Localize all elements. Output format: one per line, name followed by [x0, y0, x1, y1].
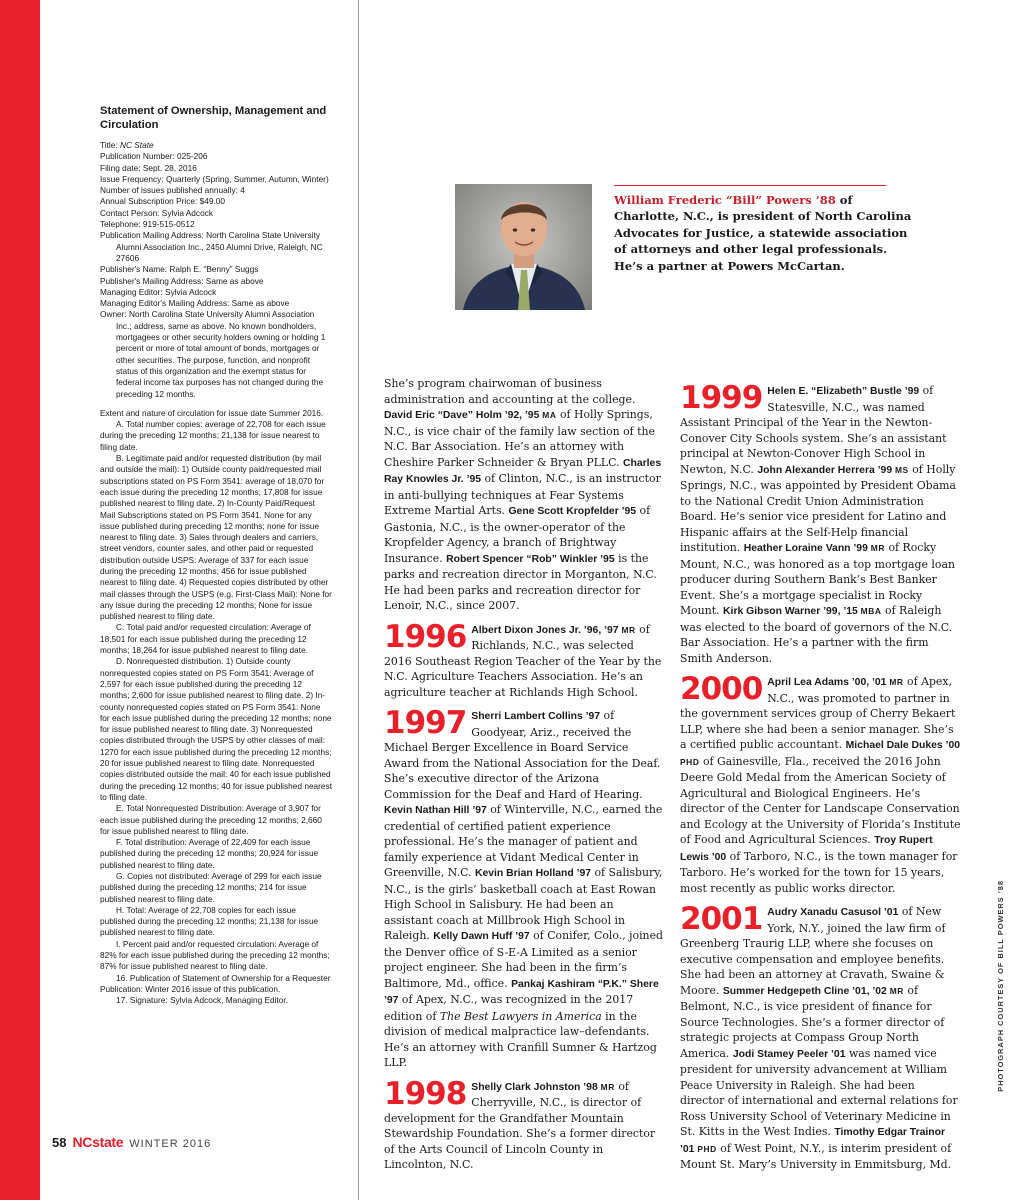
statement-line: Managing Editor's Mailing Address: Same as above — [100, 298, 290, 309]
statement-line: Contact Person: Sylvia Adcock — [100, 207, 213, 218]
class-note: 2000 April Lea Adams ’00, ’01 MR of Apex, N.C., was promoted to partner in the government services group of Cherry Bekaert LLP, where she had been a senior manager. She’s a certified public accountant. Michael Dale Dukes ’00 PHD of Gainesville, Fla., received the 2016 John Deere Gold Medal from the American Society of Agricultural and Biological Engineers. He’s director of the Center for Landscape Conservation and Ecology at the University of Florida’s Institute of Food and Agricultural Sciences. Troy Rupert Lewis ’00 of Tarboro, N.C., is the town manager for Tarboro. He’s worked for the town for 15 years, most recently as public works director. — [680, 671, 961, 895]
photo-credit: PHOTOGRAPH COURTESY OF BILL POWERS ’88 — [996, 880, 1005, 1092]
caption-rule — [614, 185, 886, 186]
statement-line: Managing Editor: Sylvia Adcock — [100, 286, 217, 297]
photo-caption: William Frederic “Bill” Powers ’88 of Charlotte, N.C., is president of North Carolina Advocates for Justice, a statewide association of attorneys and other legal professionals. He’s a partner at Powers McCartan. — [614, 193, 912, 273]
circulation-item: A. Total number copies: average of 22,708 for each issue during the preceding 12 months; 21,138 for issue nearest to filing date. — [100, 419, 326, 452]
statement-of-ownership — [100, 104, 332, 1007]
class-note: 1996 Albert Dixon Jones Jr. ’96, ’97 MR of Richlands, N.C., was selected 2016 Southeast Region Teacher of the Year by the N.C. Agriculture Teachers Association. He’s an agriculture teacher at Richlands High School. — [384, 618, 662, 699]
circulation-item: 17. Signature: Sylvia Adcock, Managing Editor. — [116, 995, 289, 1006]
statement-line: Telephone: 919-515-0512 — [100, 219, 195, 230]
year-1996: 1996 — [384, 618, 467, 655]
circulation-item: C. Total paid and/or requested circulation: Average of 18,501 for each issue published during the preceding 12 months; 18,264 for issue published nearest to filing date. — [100, 622, 311, 656]
statement-line: Publisher's Mailing Address: Same as above — [100, 275, 264, 286]
year-1997: 1997 — [384, 705, 467, 741]
issue-label: WINTER 2016 — [129, 1138, 212, 1150]
statement-line: Filing date: Sept. 28, 2016 — [100, 162, 197, 173]
circulation-item: B. Legitimate paid and/or requested distribution (by mail and outside the mail): 1) Outside county paid/requested mail subscriptions stated on PS Form 3541: average of 18,070 for each issue during the preceding 12 months; 17,808 for issue published nearest to filing date. 2) In-County Paid/Request Mail Subscriptions stated on PS Form 3541. None for any issue published during preceding 12 months; none for issue nearest to filing date. 3) Sales through dealers and carriers, street vendors, counter sales, and other paid or requested distribution outside USPS: Average of 337 for each issue during the preceding 12 months; 456 for issue published nearest to filing date. 4) Requested copies distributed by other mail classes through the USPS (e.g. First-Class Mail): None for any issue during the preceding 12 months; None for issue published nearest to filing date. — [100, 453, 332, 622]
circulation-item: 16. Publication of Statement of Ownership for a Requester Publication: Winter 2016 issue of this publication. — [100, 972, 331, 994]
year-2000: 2000 — [680, 671, 763, 707]
statement-line: Issue Frequency: Quarterly (Spring, Summer, Autumn, Winter) — [100, 173, 329, 184]
circulation-item: H. Total: Average of 22,708 copies for each issue published during the preceding 12 months; 21,138 for issue published nearest to filing date. — [100, 904, 319, 938]
column-divider — [358, 0, 359, 1200]
statement-line: Publication Mailing Address: North Carolina State University Alumni Association Inc., 2450 Alumni Drive, Raleigh, NC 27606 — [100, 230, 323, 263]
ncstate-logo: NCstate — [72, 1134, 124, 1150]
circulation-item: D. Nonrequested distribution. 1) Outside county nonrequested copies stated on PS Form 3541: Average of 2,597 for each issue published during the preceding 12 months; 2,600 for issue published nearest to filing date. 2) In-county nonrequested copies stated on PS Form 3541: None for each issue published during the preceding 12 months; none for issue published nearest to filing date. 3) Nonrequested copies distributed through the USPS by other classes of mail: 1270 for each issue published during the preceding 12 months; 20 for issue published nearest to filing date. Nonrequested copies distributed outside the mail: 40 for each issue published during the preceding 12 months; 40 for issue published nearest to filing date. — [100, 656, 333, 802]
statement-title: Statement of Ownership, Management and Circulation — [100, 105, 327, 131]
portrait-photo — [455, 184, 592, 310]
circulation-item: I. Percent paid and/or requested circulation: Average of 82% for each issue published during the preceding 12 months; 87% for issue published nearest to filing date. — [100, 938, 330, 972]
class-note: 1999 Helen E. “Elizabeth” Bustle ’99 of Statesville, N.C., was named Assistant Principal of the Year in the Newton-Conover City Schools system. She’s an assistant principal at Newton-Conover High School in Newton, N.C. John Alexander Herrera ’99 MS of Holly Springs, N.C., was appointed by President Obama to the National Credit Union Administration Board. He’s senior vice president for Latino and Hispanic affairs at the Self-Help financial institution. Heather Loraine Vann ’99 MR of Rocky Mount, N.C., was honored as a top mortgage loan producer during Southern Bank’s Best Banker Event. She’s a mortgage specialist in Rocky Mount. Kirk Gibson Warner ’99, ’15 MBA of Raleigh was elected to the board of governors of the N.C. Bar Association. He’s a partner with the firm Smith Anderson. — [680, 380, 956, 665]
statement-line: Owner: North Carolina State University Alumni Association Inc.; address, same as above. No known bondholders, mortgagees or other security holders owning or holding 1 percent or more of total amount of bonds, mortgages or other securities. The purpose, function, and nonprofit status of this organization and the exempt status for federal income tax purposes has not changed during the preceding 12 months. — [100, 309, 326, 399]
page-footer — [52, 1134, 211, 1152]
extent-heading: Extent and nature of circulation for issue date Summer 2016. — [100, 407, 324, 418]
class-notes-column-2 — [680, 380, 962, 1173]
year-2001: 2001 — [680, 901, 763, 937]
statement-line: Publication Number: 025-206 — [100, 151, 208, 162]
class-note: 2001 Audry Xanadu Casusol ’01 of New York, N.Y., joined the law firm of Greenberg Traurig LLP, where she focuses on executive compensation and employee benefits. She had been an attorney at Cravath, Swaine & Moore. Summer Hedgepeth Cline ’01, ’02 MR of Belmont, N.C., is vice president of finance for Source Technologies. She’s a former director of strategic projects at Compass Group North America. Jodi Stamey Peeler ’01 was named vice president for university advancement at William Peace University in Raleigh. She had been director of international and external relations for Ross University School of Veterinary Medicine in St. Kitts in the West Indies. Timothy Edgar Trainor ’01 PHD of West Point, N.Y., is interim president of Mount St. Mary’s University in Emmitsburg, Md. — [680, 901, 958, 1171]
class-note: 1998 Shelly Clark Johnston ’98 MR of Cherryville, N.C., is director of development for the Grandfather Mountain Stewardship Foundation. She’s a former director of the Arts Council of Lincoln County in Lincolnton, N.C. — [384, 1075, 656, 1171]
class-note: 1997 Sherri Lambert Collins ’97 of Goodyear, Ariz., received the Michael Berger Excellence in Board Service Award from the National Association for the Deaf. She’s executive director of the Arizona Commission for the Deaf and Hard of Hearing. Kevin Nathan Hill ’97 of Winterville, N.C., earned the credential of certified patient experience professional. He’s the manager of patient and family experience at Vidant Medical Center in Greenville, N.C. Kevin Brian Holland ’97 of Salisbury, N.C., is the girls’ basketball coach at East Rowan High School in Salisbury. He had been an assistant coach at Millbrook High School in Raleigh. Kelly Dawn Huff ’97 of Conifer, Colo., joined the Denver office of S-E-A Limited as a senior project engineer. She had been in the firm’s Baltimore, Md., office. Pankaj Kashiram “P.K.” Shere ’97 of Apex, N.C., was recognized in the 2017 edition of The Best Lawyers in America in the division of medical malpractice law–defendants. He’s an attorney with Cranfill Sumner & Hartzog LLP. — [384, 705, 663, 1069]
class-note: She’s program chairwoman of business administration and accounting at the college. David Eric “Dave” Holm ’92, ’95 MA of Holly Springs, N.C., is vice chair of the family law section of the N.C. Bar Association. He’s an attorney with Cheshire Parker Schneider & Bryan PLLC. Charles Ray Knowles Jr. ’95 of Clinton, N.C., is an instructor in anti-bullying techniques at Fear Systems Extreme Martial Arts. Gene Scott Kropfelder ’95 of Gastonia, N.C., is the owner-operator of the Kropfelder Agency, a branch of Brightway Insurance. Robert Spencer “Rob” Winkler ’95 is the parks and recreation director in Morganton, N.C. He had been parks and recreation director for Lenoir, N.C., since 2007. — [384, 377, 662, 612]
year-1999: 1999 — [680, 380, 763, 416]
statement-title-line: Title: NC State — [100, 140, 154, 150]
statement-line: Annual Subscription Price: $49.00 — [100, 196, 225, 207]
circulation-item: E. Total Nonrequested Distribution: Average of 3,907 for each issue published during the preceding 12 months; 2,660 for issue published nearest to filing date. — [100, 803, 322, 836]
circulation-item: F. Total distribution: Average of 22,409 for each issue published during the preceding 12 months; 20,924 for issue published nearest to filing date. — [100, 837, 319, 870]
caption-name: William Frederic “Bill” Powers ’88 — [614, 193, 836, 207]
statement-line: Publisher's Name: Ralph E. “Benny” Suggs — [100, 264, 259, 275]
statement-line: Number of issues published annually: 4 — [100, 185, 245, 196]
page-number: 58 — [52, 1135, 67, 1150]
class-notes-column-1 — [384, 376, 664, 1173]
red-margin-bar — [0, 0, 40, 1200]
circulation-item: G. Copies not distributed: Average of 299 for each issue published during the preceding 12 months; 214 for issue published nearest to filing date. — [100, 871, 322, 904]
year-1998: 1998 — [384, 1075, 467, 1112]
portrait-illustration — [455, 184, 592, 310]
